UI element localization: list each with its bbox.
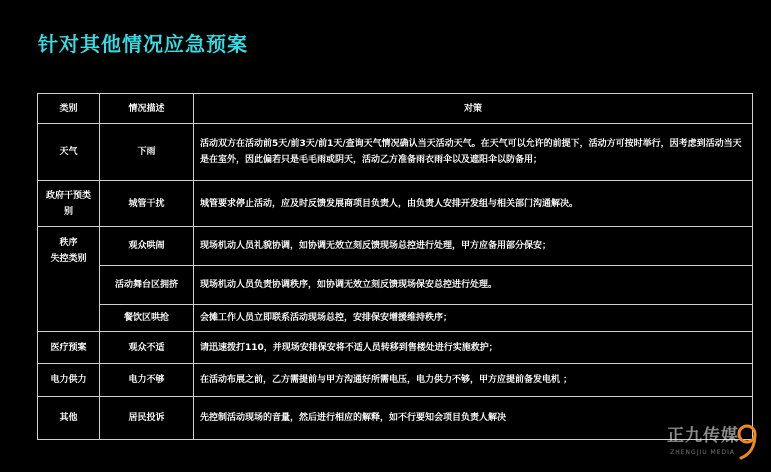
cell-measure: 现场机动人员负责协调秩序，如协调无效立刻反馈现场保安总控进行处理。 xyxy=(194,266,753,305)
cell-situation: 观众哄闹 xyxy=(100,227,194,266)
page-title: 针对其他情况应急预案 xyxy=(38,32,248,56)
cell-situation: 电力不够 xyxy=(100,364,194,397)
table-row xyxy=(38,332,753,364)
cell-category: 天气 xyxy=(38,124,100,181)
table-row xyxy=(38,364,753,397)
cell-measure: 请迅速拨打110，并现场安排保安将不适人员转移到售楼处进行实施救护； xyxy=(194,332,753,364)
cell-category: 其他 xyxy=(38,397,100,440)
emergency-plan-table xyxy=(37,93,753,440)
cell-situation: 居民投诉 xyxy=(100,397,194,440)
cell-measure: 城管要求停止活动，应及时反馈发展商项目负责人，由负责人安排开发组与相关部门沟通解决。 xyxy=(194,181,753,227)
header-situation: 情况描述 xyxy=(100,94,194,124)
cell-category: 医疗预案 xyxy=(38,332,100,364)
table-row xyxy=(38,305,753,332)
table-row xyxy=(38,227,753,266)
cell-measure: 现场机动人员礼貌协调，如协调无效立刻反馈现场总控进行处理，甲方应备用部分保安； xyxy=(194,227,753,266)
cell-situation: 餐饮区哄抢 xyxy=(100,305,194,332)
cell-measure: 活动双方在活动前5天/前3天/前1天/查询天气情况确认当天活动天气。在天气可以允许的前提下，活动方可按时举行，因考虑到活动当天是在室外，因此偏若只是毛毛雨或阴天，活动乙方准备雨衣雨伞以及遮阳伞以防备用； xyxy=(194,124,753,181)
table-row xyxy=(38,181,753,227)
table-row xyxy=(38,124,753,181)
watermark xyxy=(643,420,763,468)
cell-situation: 城管干扰 xyxy=(100,181,194,227)
cell-measure: 先控制活动现场的音量，然后进行相应的解释，如不行要知会项目负责人解决 xyxy=(194,397,753,440)
table-row xyxy=(38,266,753,305)
cell-category xyxy=(38,227,100,332)
table-header-row xyxy=(38,94,753,124)
cell-measure: 在活动布展之前，乙方需提前与甲方沟通好所需电压，电力供力不够，甲方应提前备发电机 ； xyxy=(194,364,753,397)
cell-category: 政府干预类别 xyxy=(38,181,100,227)
watermark-subtext: ZHENGJIU MEDIA xyxy=(670,449,735,456)
cell-situation: 活动舞台区拥挤 xyxy=(100,266,194,305)
cell-category: 电力供力 xyxy=(38,364,100,397)
cell-situation: 下雨 xyxy=(100,124,194,181)
watermark-text: 正九传媒 xyxy=(667,426,739,446)
brand-logo-icon xyxy=(735,422,759,462)
cell-category-text: 秩序 失控类别 xyxy=(50,238,87,264)
header-measure: 对策 xyxy=(194,94,753,124)
header-category: 类别 xyxy=(38,94,100,124)
cell-situation: 观众不适 xyxy=(100,332,194,364)
cell-measure: 会摊工作人员立即联系活动现场总控，安排保安增援维持秩序； xyxy=(194,305,753,332)
